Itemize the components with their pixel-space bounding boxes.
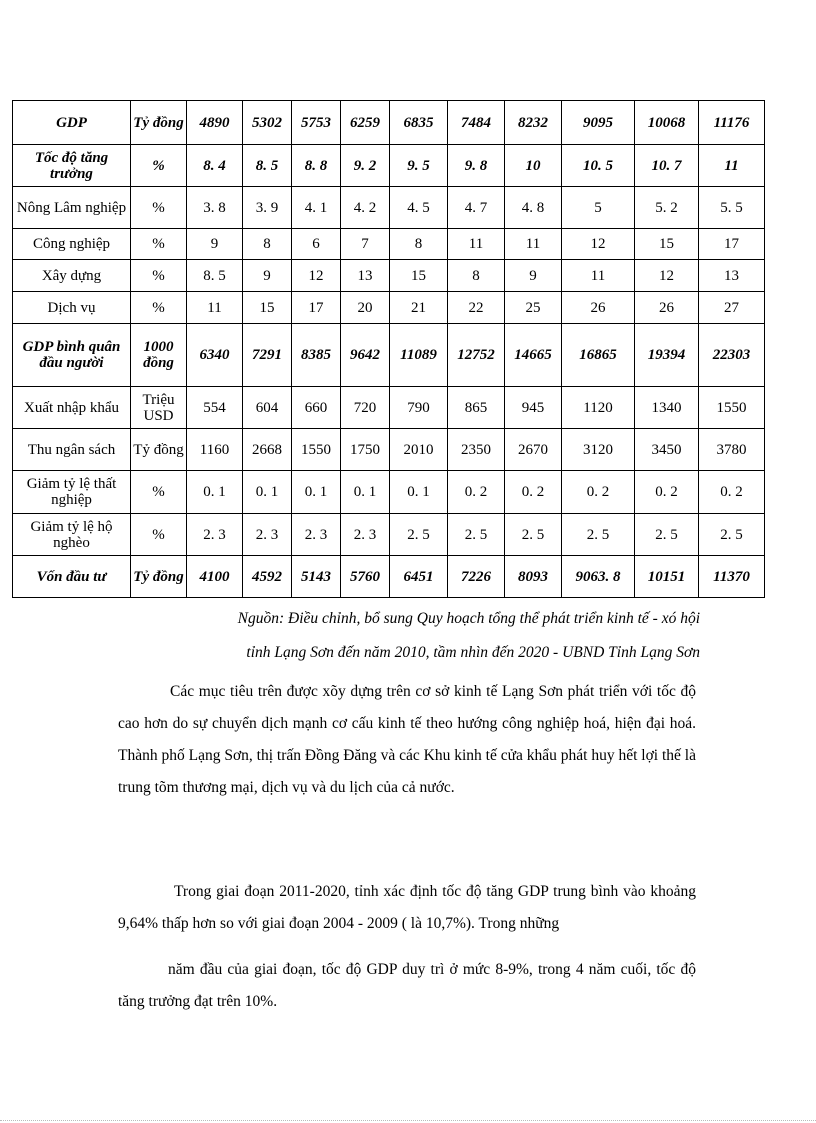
value-cell: 3120: [562, 429, 635, 471]
row-unit: %: [131, 145, 187, 187]
value-cell: 1550: [699, 387, 765, 429]
value-cell: 6259: [341, 101, 390, 145]
value-cell: 0. 1: [390, 471, 448, 514]
value-cell: 9: [505, 260, 562, 292]
value-cell: 11: [505, 229, 562, 260]
value-cell: 11370: [699, 556, 765, 598]
value-cell: 8: [448, 260, 505, 292]
value-cell: 5760: [341, 556, 390, 598]
value-cell: 0. 2: [448, 471, 505, 514]
value-cell: 5302: [243, 101, 292, 145]
row-unit: %: [131, 471, 187, 514]
value-cell: 2350: [448, 429, 505, 471]
value-cell: 8232: [505, 101, 562, 145]
value-cell: 9063. 8: [562, 556, 635, 598]
value-cell: 15: [390, 260, 448, 292]
value-cell: 4. 7: [448, 187, 505, 229]
value-cell: 0. 1: [243, 471, 292, 514]
value-cell: 0. 2: [505, 471, 562, 514]
value-cell: 19394: [635, 324, 699, 387]
value-cell: 2. 5: [562, 514, 635, 556]
table-row: [13, 387, 765, 429]
value-cell: 790: [390, 387, 448, 429]
page-footer-rule: [0, 1120, 816, 1121]
value-cell: 2670: [505, 429, 562, 471]
value-cell: 4890: [187, 101, 243, 145]
value-cell: 2. 5: [390, 514, 448, 556]
value-cell: 0. 2: [699, 471, 765, 514]
paragraph-growth: [118, 876, 696, 1018]
table-row: [13, 514, 765, 556]
paragraph-2a-text: Trong giai đoạn 2011-2020, tỉnh xác định tốc độ tăng GDP trung bình vào khoảng 9,64% thấp hơn so với giai đoạn 2004 - 2009 ( là 10,7%). Trong những: [118, 883, 696, 932]
value-cell: 5: [562, 187, 635, 229]
row-label: Vốn đầu tư: [13, 556, 131, 598]
value-cell: 5143: [292, 556, 341, 598]
row-unit: %: [131, 292, 187, 324]
value-cell: 12: [635, 260, 699, 292]
value-cell: 0. 1: [341, 471, 390, 514]
source-line-2: tỉnh Lạng Sơn đến năm 2010, tầm nhìn đến 2020 - UBND Tỉnh Lạng Sơn: [246, 644, 700, 661]
row-unit: %: [131, 514, 187, 556]
value-cell: 15: [635, 229, 699, 260]
value-cell: 9. 8: [448, 145, 505, 187]
value-cell: 8. 4: [187, 145, 243, 187]
value-cell: 4. 8: [505, 187, 562, 229]
value-cell: 6: [292, 229, 341, 260]
row-label: GDP bình quân đầu người: [13, 324, 131, 387]
row-label: Xây dựng: [13, 260, 131, 292]
value-cell: 0. 1: [187, 471, 243, 514]
value-cell: 7291: [243, 324, 292, 387]
value-cell: 11: [187, 292, 243, 324]
value-cell: 1120: [562, 387, 635, 429]
value-cell: 13: [341, 260, 390, 292]
value-cell: 14665: [505, 324, 562, 387]
value-cell: 0. 2: [635, 471, 699, 514]
row-label: Tốc độ tăng trưởng: [13, 145, 131, 187]
value-cell: 12752: [448, 324, 505, 387]
value-cell: 3. 8: [187, 187, 243, 229]
value-cell: 554: [187, 387, 243, 429]
value-cell: 1160: [187, 429, 243, 471]
value-cell: 4. 2: [341, 187, 390, 229]
value-cell: 21: [390, 292, 448, 324]
value-cell: 11176: [699, 101, 765, 145]
value-cell: 4100: [187, 556, 243, 598]
value-cell: 8: [243, 229, 292, 260]
paragraph-2b-text: năm đầu của giai đoạn, tốc độ GDP duy trì ở mức 8-9%, trong 4 năm cuối, tốc độ tăng trưởng đạt trên 10%.: [118, 961, 696, 1010]
value-cell: 8. 8: [292, 145, 341, 187]
value-cell: 2. 3: [187, 514, 243, 556]
row-unit: Tỷ đồng: [131, 101, 187, 145]
value-cell: 10: [505, 145, 562, 187]
value-cell: 7: [341, 229, 390, 260]
value-cell: 11: [699, 145, 765, 187]
value-cell: 2. 3: [243, 514, 292, 556]
value-cell: 2010: [390, 429, 448, 471]
value-cell: 2. 3: [292, 514, 341, 556]
value-cell: 5. 2: [635, 187, 699, 229]
table-row: [13, 187, 765, 229]
value-cell: 8093: [505, 556, 562, 598]
value-cell: 4592: [243, 556, 292, 598]
value-cell: 17: [699, 229, 765, 260]
value-cell: 13: [699, 260, 765, 292]
table-row: [13, 260, 765, 292]
value-cell: 10. 5: [562, 145, 635, 187]
row-label: Giảm tỷ lệ hộ nghèo: [13, 514, 131, 556]
value-cell: 2. 5: [699, 514, 765, 556]
value-cell: 604: [243, 387, 292, 429]
value-cell: 12: [292, 260, 341, 292]
value-cell: 10. 7: [635, 145, 699, 187]
value-cell: 10068: [635, 101, 699, 145]
table-row: [13, 101, 765, 145]
value-cell: 11: [448, 229, 505, 260]
value-cell: 9642: [341, 324, 390, 387]
value-cell: 9. 5: [390, 145, 448, 187]
value-cell: 3. 9: [243, 187, 292, 229]
value-cell: 7226: [448, 556, 505, 598]
value-cell: 9: [187, 229, 243, 260]
indicator-table: [12, 100, 765, 598]
row-unit: Triệu USD: [131, 387, 187, 429]
value-cell: 20: [341, 292, 390, 324]
value-cell: 1550: [292, 429, 341, 471]
value-cell: 0. 2: [562, 471, 635, 514]
value-cell: 22: [448, 292, 505, 324]
table-row: [13, 556, 765, 598]
paragraph-objectives: [118, 676, 696, 804]
value-cell: 9. 2: [341, 145, 390, 187]
value-cell: 8. 5: [187, 260, 243, 292]
value-cell: 8: [390, 229, 448, 260]
table-row: [13, 145, 765, 187]
row-label: GDP: [13, 101, 131, 145]
value-cell: 6340: [187, 324, 243, 387]
value-cell: 6451: [390, 556, 448, 598]
row-unit: %: [131, 260, 187, 292]
value-cell: 26: [635, 292, 699, 324]
value-cell: 3450: [635, 429, 699, 471]
value-cell: 5. 5: [699, 187, 765, 229]
value-cell: 17: [292, 292, 341, 324]
row-unit: 1000 đồng: [131, 324, 187, 387]
value-cell: 16865: [562, 324, 635, 387]
row-unit: %: [131, 229, 187, 260]
value-cell: 2668: [243, 429, 292, 471]
row-label: Giảm tỷ lệ thất nghiệp: [13, 471, 131, 514]
row-label: Công nghiệp: [13, 229, 131, 260]
value-cell: 25: [505, 292, 562, 324]
value-cell: 15: [243, 292, 292, 324]
value-cell: 12: [562, 229, 635, 260]
row-unit: Tỷ đồng: [131, 556, 187, 598]
table-row: [13, 429, 765, 471]
value-cell: 10151: [635, 556, 699, 598]
value-cell: 9095: [562, 101, 635, 145]
value-cell: 2. 3: [341, 514, 390, 556]
row-unit: Tỷ đồng: [131, 429, 187, 471]
row-label: Thu ngân sách: [13, 429, 131, 471]
row-unit: %: [131, 187, 187, 229]
row-label: Nông Lâm nghiệp: [13, 187, 131, 229]
table-row: [13, 324, 765, 387]
value-cell: 7484: [448, 101, 505, 145]
value-cell: 8. 5: [243, 145, 292, 187]
value-cell: 865: [448, 387, 505, 429]
value-cell: 5753: [292, 101, 341, 145]
value-cell: 27: [699, 292, 765, 324]
value-cell: 1340: [635, 387, 699, 429]
source-line-1: Nguồn: Điều chỉnh, bổ sung Quy hoạch tổng thể phát triển kinh tế - xó hội: [237, 610, 700, 627]
value-cell: 945: [505, 387, 562, 429]
value-cell: 8385: [292, 324, 341, 387]
value-cell: 9: [243, 260, 292, 292]
value-cell: 6835: [390, 101, 448, 145]
value-cell: 0. 1: [292, 471, 341, 514]
value-cell: 3780: [699, 429, 765, 471]
value-cell: 2. 5: [635, 514, 699, 556]
value-cell: 660: [292, 387, 341, 429]
row-label: Dịch vụ: [13, 292, 131, 324]
value-cell: 2. 5: [448, 514, 505, 556]
table-row: [13, 292, 765, 324]
value-cell: 4. 5: [390, 187, 448, 229]
value-cell: 1750: [341, 429, 390, 471]
table-row: [13, 229, 765, 260]
value-cell: 2. 5: [505, 514, 562, 556]
table-row: [13, 471, 765, 514]
value-cell: 22303: [699, 324, 765, 387]
value-cell: 11: [562, 260, 635, 292]
value-cell: 720: [341, 387, 390, 429]
paragraph-1-text: Các mục tiêu trên được xõy dựng trên cơ sở kinh tế Lạng Sơn phát triển với tốc độ cao hơn do sự chuyển dịch mạnh cơ cấu kinh tế theo hướng công nghiệp hoá, hiện đại hoá. Thành phố Lạng Sơn, thị trấn Đồng Đăng và các Khu kinh tế cửa khẩu phát huy hết lợi thế là trung tõm thương mại, dịch vụ và du lịch của cả nước.: [118, 683, 696, 796]
value-cell: 11089: [390, 324, 448, 387]
value-cell: 26: [562, 292, 635, 324]
value-cell: 4. 1: [292, 187, 341, 229]
row-label: Xuất nhập khẩu: [13, 387, 131, 429]
